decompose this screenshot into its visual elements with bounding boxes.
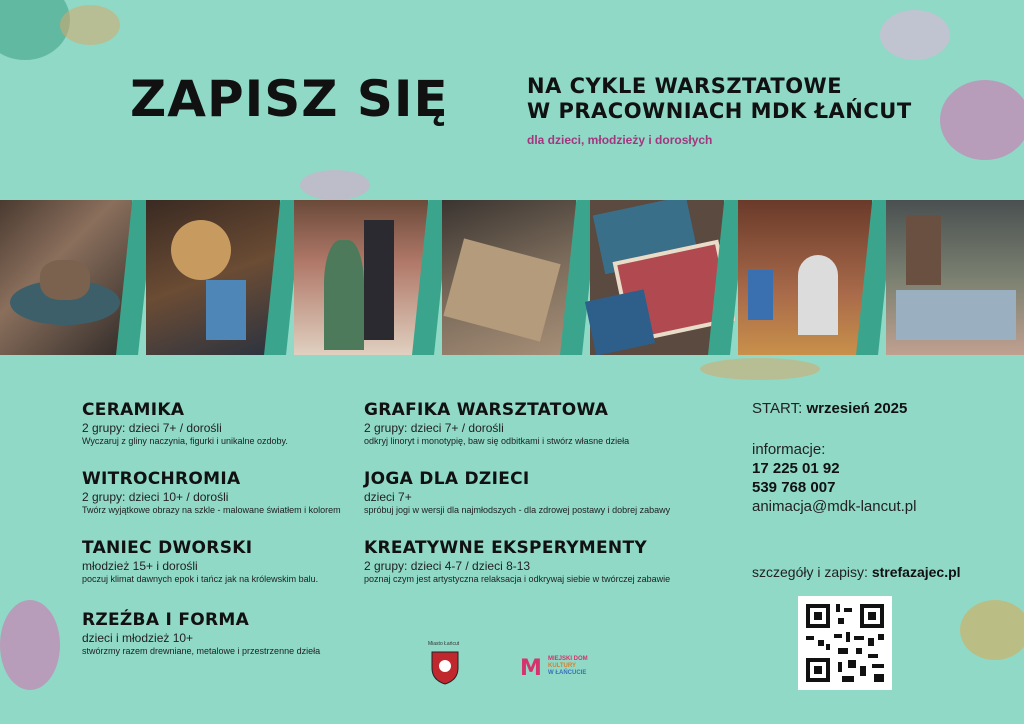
workshop-taniec-dworski xyxy=(82,538,318,584)
mdk-m-icon: M xyxy=(520,656,542,681)
workshop-ceramika xyxy=(82,400,288,446)
details-line xyxy=(752,564,961,580)
mdk-line-1: MIEJSKI DOM xyxy=(548,656,588,662)
paint-splash xyxy=(940,80,1024,160)
paint-splash xyxy=(60,5,120,45)
workshop-group: 2 grupy: dzieci 7+ / dorośli xyxy=(364,421,504,435)
audience-tagline: dla dzieci, młodzieży i dorosłych xyxy=(527,133,713,147)
workshop-group: 2 grupy: dzieci 7+ / dorośli xyxy=(82,421,222,435)
linocut-prints-photo xyxy=(590,200,724,355)
mdk-line-3: W ŁAŃCUCIE xyxy=(548,670,587,676)
mdk-line-2: KULTURY xyxy=(548,663,576,669)
workshop-group: 2 grupy: dzieci 10+ / dorośli xyxy=(82,490,229,504)
details-site-link[interactable]: strefazajec.pl xyxy=(871,564,961,580)
workshop-group: dzieci 7+ xyxy=(364,490,412,504)
headline: ZAPISZ SIĘ xyxy=(130,70,449,128)
photo-strip xyxy=(0,200,1024,355)
workshop-description: spróbuj jogi w wersji dla najmłodszych - dla zdrowej postawy i dobrej zabawy xyxy=(364,505,671,515)
phone-1[interactable]: 17 225 01 92 xyxy=(752,460,840,477)
workshop-description: Twórz wyjątkowe obrazy na szkle - malowane światłem i kolorem xyxy=(82,505,341,515)
mdk-logo xyxy=(520,656,588,682)
workshop-description: odkryj linoryt i monotypię, baw się odbitkami i stwórz własne dzieła xyxy=(364,436,630,446)
workshop-group: młodzież 15+ i dorośli xyxy=(82,559,198,573)
workshop-rzezba-i-forma xyxy=(82,610,320,656)
workshop-witrochromia xyxy=(82,469,341,515)
workshop-name: CERAMIKA xyxy=(82,400,185,420)
subtitle xyxy=(527,74,912,124)
start-date xyxy=(752,400,907,417)
qr-code-icon xyxy=(798,596,892,690)
contact-block xyxy=(752,440,916,516)
city-coat-of-arms-icon xyxy=(430,650,460,686)
court-dance-photo xyxy=(294,200,428,355)
workshop-joga-dla-dzieci xyxy=(364,469,670,515)
start-value: wrzesień 2025 xyxy=(806,400,908,417)
paint-splash xyxy=(700,358,820,380)
workshop-description: Wyczaruj z gliny naczynia, figurki i unikalne ozdoby. xyxy=(82,436,288,446)
art-workshop-photo xyxy=(886,200,1024,355)
kids-yoga-photo xyxy=(738,200,872,355)
workshop-kreatywne-eksperymenty xyxy=(364,538,670,584)
workshop-name: WITROCHROMIA xyxy=(82,469,241,489)
email-link[interactable]: animacja@mdk-lancut.pl xyxy=(752,498,917,515)
subtitle-line-1: NA CYKLE WARSZTATOWE xyxy=(527,74,843,98)
workshop-description: poczuj klimat dawnych epok i tańcz jak na królewskim balu. xyxy=(82,574,319,584)
paint-splash xyxy=(0,0,70,60)
workshop-group: dzieci i młodzież 10+ xyxy=(82,631,194,645)
qr-code[interactable] xyxy=(798,596,892,690)
contact-label: informacje: xyxy=(752,441,826,458)
workshop-description: stwórzmy razem drewniane, metalowe i przestrzenne dzieła xyxy=(82,646,321,656)
paint-splash xyxy=(0,600,60,690)
phone-2[interactable]: 539 768 007 xyxy=(752,479,836,496)
paint-splash xyxy=(300,170,370,200)
workshop-name: GRAFIKA WARSZTATOWA xyxy=(364,400,609,420)
details-label: szczegóły i zapisy: xyxy=(752,564,868,580)
child-painting-glass-photo xyxy=(146,200,280,355)
workshop-name: RZEŹBA I FORMA xyxy=(82,610,250,630)
subtitle-line-2: W PRACOWNIACH MDK ŁAŃCUT xyxy=(527,99,912,123)
start-label: START: xyxy=(752,400,803,417)
workshop-group: 2 grupy: dzieci 4-7 / dzieci 8-13 xyxy=(364,559,531,573)
city-logo-label: Miasto Łańcut xyxy=(428,641,460,647)
paint-splash xyxy=(960,600,1024,660)
workshop-grafika-warsztatowa xyxy=(364,400,629,446)
workshop-name: TANIEC DWORSKI xyxy=(82,538,253,558)
workshop-name: KREATYWNE EKSPERYMENTY xyxy=(364,538,647,558)
workshop-description: poznaj czym jest artystyczna relaksacja i odkrywaj siebie w twórczej zabawie xyxy=(364,574,671,584)
wood-carving-photo xyxy=(442,200,576,355)
workshop-name: JOGA DLA DZIECI xyxy=(364,469,530,489)
paint-splash xyxy=(880,10,950,60)
pottery-wheel-photo xyxy=(0,200,132,355)
